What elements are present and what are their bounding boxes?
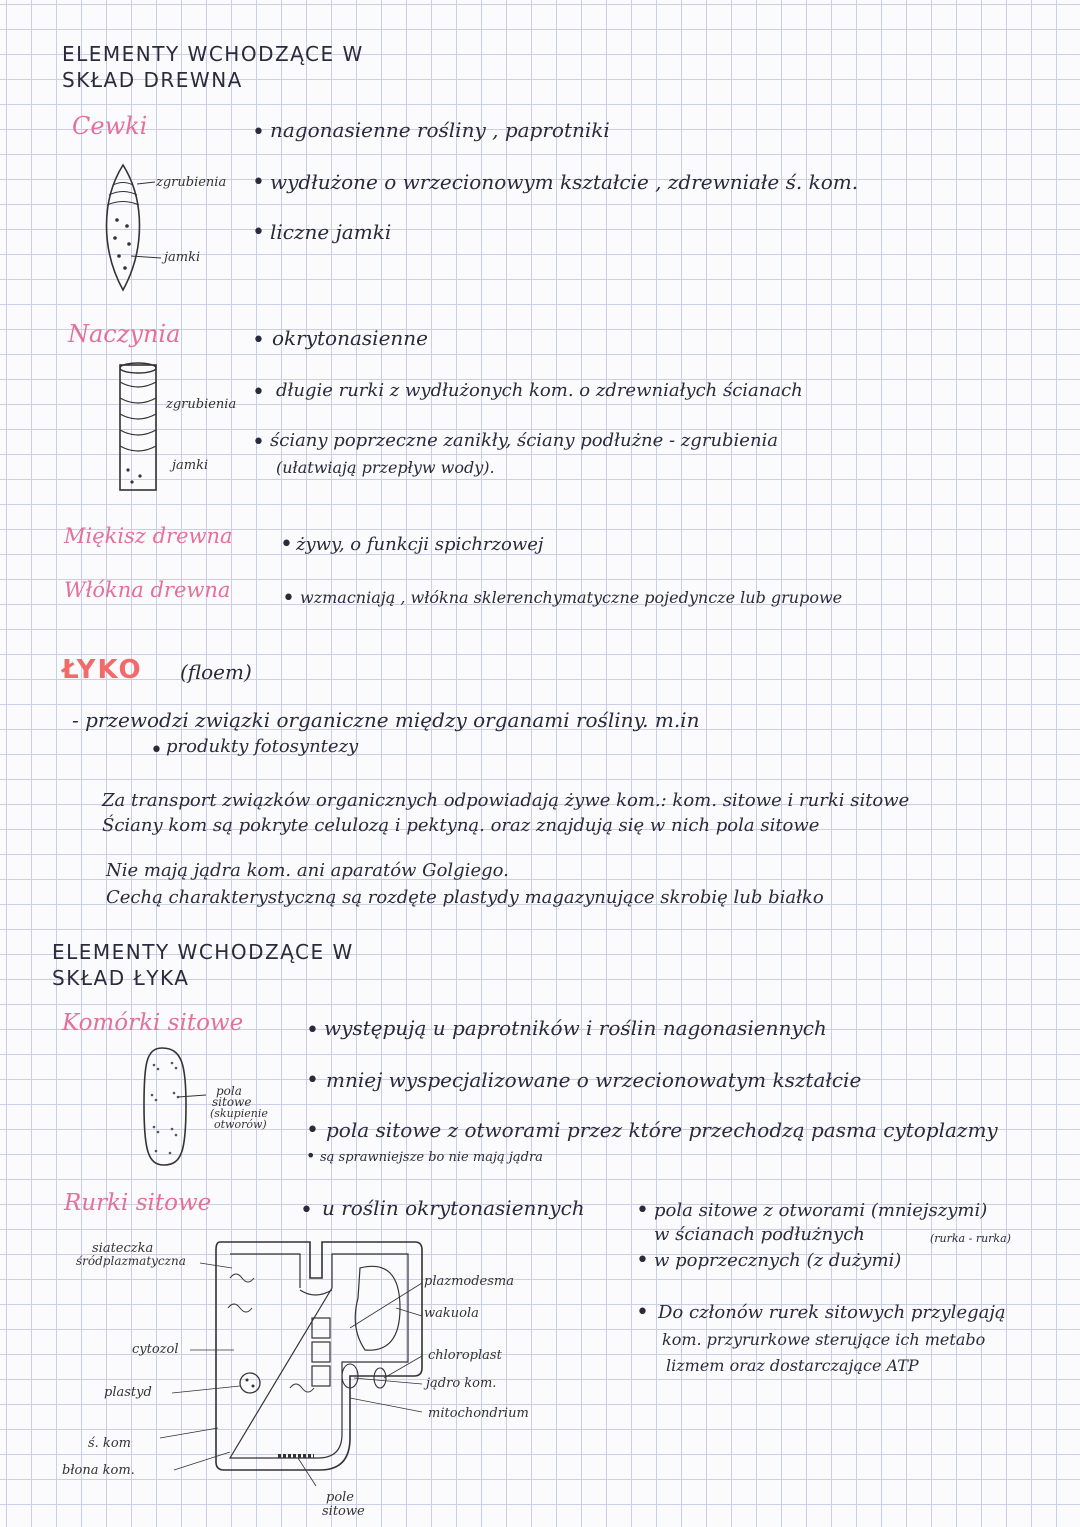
diagram-label-er-2: śródplazmatyczna [76,1254,186,1268]
phloem-para4: Cechą charakterystyczną są rozdęte plastydy magazynujące skrobię lub białko [106,887,824,908]
komorki-label-3: (skupienie [210,1107,268,1120]
diagram-label-mitochondrium: mitochondrium [428,1406,529,1421]
diagram-label-cytozol: cytozol [132,1342,179,1357]
bullet-dot: • [150,738,163,763]
diagram-label-wakuola: wakuola [424,1306,479,1321]
diagram-label-sciana: ś. kom [88,1436,131,1451]
komorki-bullet-2: mniej wyspecjalizowane o wrzecionowatym kształcie [326,1068,862,1092]
rurki-right-2b: (rurka - rurka) [930,1232,1011,1245]
diagram-label-blona: błona kom. [62,1463,135,1478]
naczynia-bullet-3b: (ułatwiają przepływ wody). [276,458,495,477]
phloem-title: ŁYKO [62,655,143,685]
cewki-bullet-2: wydłużone o wrzecionowym kształcie , zdrewniałe ś. kom. [270,170,859,194]
komorki-bullet-3: pola sitowe z otworami przez które przechodzą pasma cytoplazmy [326,1118,998,1142]
phloem-title-paren: (floem) [180,660,252,684]
rurki-right-5: kom. przyrurkowe sterujące ich metabo [662,1330,986,1349]
bullet-dot: • [300,1198,313,1223]
bullet-dot: • [252,220,265,245]
bullet-dot: • [252,170,265,195]
bullet-dot: • [306,1068,319,1093]
vessel-drawing [110,360,170,500]
komorki-title: Komórki sitowe [62,1010,244,1036]
bullet-dot: • [252,380,265,405]
naczynia-bullet-2: długie rurki z wydłużonych kom. o zdrewniałych ścianach [276,380,803,401]
wood-heading-line1: ELEMENTY WCHODZĄCE W [62,42,364,66]
diagram-label-chloroplast: chloroplast [428,1348,502,1363]
diagram-label-jadro: jądro kom. [426,1376,497,1391]
phloem-para3: Nie mają jądra kom. ani aparatów Golgiego. [106,860,509,881]
miekisz-text: żywy, o funkcji spichrzowej [296,534,544,555]
bullet-dot: • [252,328,265,353]
diagram-label-pole-2: sitowe [322,1504,365,1519]
bullet-dot: • [252,120,265,145]
rurki-right-3: w poprzecznych (z dużymi) [654,1250,902,1271]
wlokna-title: Włókna drewna [64,578,231,602]
bullet-dot: • [252,430,265,455]
komorki-bullet-1: występują u paprotników i roślin nagonasiennych [324,1016,827,1040]
diagram-label-plazmodesma: plazmodesma [424,1274,514,1289]
cewki-label-pits: jamki [164,250,201,265]
naczynia-label-pits: jamki [172,458,209,473]
komorki-label-1: pola [216,1084,242,1098]
naczynia-title: Naczynia [68,320,181,348]
rurki-title: Rurki sitowe [64,1190,212,1216]
cewki-bullet-1: nagonasienne rośliny , paprotniki [270,118,610,142]
rurki-right-4: Do członów rurek sitowych przylegają [658,1302,1006,1323]
phloem-line2: produkty fotosyntezy [166,736,359,757]
naczynia-bullet-1: okrytonasienne [272,326,428,350]
rurki-bullet-1: u roślin okrytonasiennych [322,1196,585,1220]
bullet-dot: • [282,586,295,611]
cewki-bullet-3: liczne jamki [270,220,392,244]
wlokna-text: wzmacniają , włókna sklerenchymatyczne pojedyncze lub grupowe [300,588,843,607]
diagram-label-pole-1: pole [326,1490,354,1505]
miekisz-title: Miękisz drewna [64,524,233,548]
rurki-right-6: lizmem oraz dostarczające ATP [666,1356,919,1375]
cewki-title: Cewki [72,112,148,140]
bullet-dot: • [306,1146,316,1165]
naczynia-bullet-3: ściany poprzeczne zanikły, ściany podłużne - zgrubienia [270,430,779,451]
sieve-tube-diagram [200,1238,430,1478]
phloem-para1: Za transport związków organicznych odpowiadają żywe kom.: kom. sitowe i rurki sitowe [102,790,910,811]
phloem-line1: - przewodzi związki organiczne między organami rośliny. m.in [72,708,700,732]
cewki-label-thickenings: zgrubienia [156,175,227,190]
bullet-dot: • [306,1018,319,1043]
bullet-dot: • [636,1198,649,1223]
diagram-label-plastyd: plastyd [104,1385,152,1400]
phloem-para2: Ściany kom są pokryte celulozą i pektyną. oraz znajdują się w nich pola sitowe [102,815,820,836]
komorki-label-4: otworów) [214,1118,267,1131]
rurki-right-1: pola sitowe z otworami (mniejszymi) [654,1200,988,1221]
naczynia-label-thickenings: zgrubienia [166,397,237,412]
bullet-dot: • [636,1248,649,1273]
bullet-dot: • [636,1300,649,1325]
diagram-label-er-1: siateczka [92,1241,154,1256]
komorki-bullet-4: są sprawniejsze bo nie mają jądra [320,1150,543,1165]
komorki-label-2: sitowe [212,1095,252,1109]
rurki-right-2: w ścianach podłużnych [654,1224,865,1245]
phloem-elements-heading-line1: ELEMENTY WCHODZĄCE W [52,940,354,964]
phloem-elements-heading-line2: SKŁAD ŁYKA [52,966,190,990]
bullet-dot: • [306,1118,319,1143]
bullet-dot: • [280,532,293,557]
wood-heading-line2: SKŁAD DREWNA [62,68,243,92]
sieve-cell-drawing [140,1045,200,1170]
